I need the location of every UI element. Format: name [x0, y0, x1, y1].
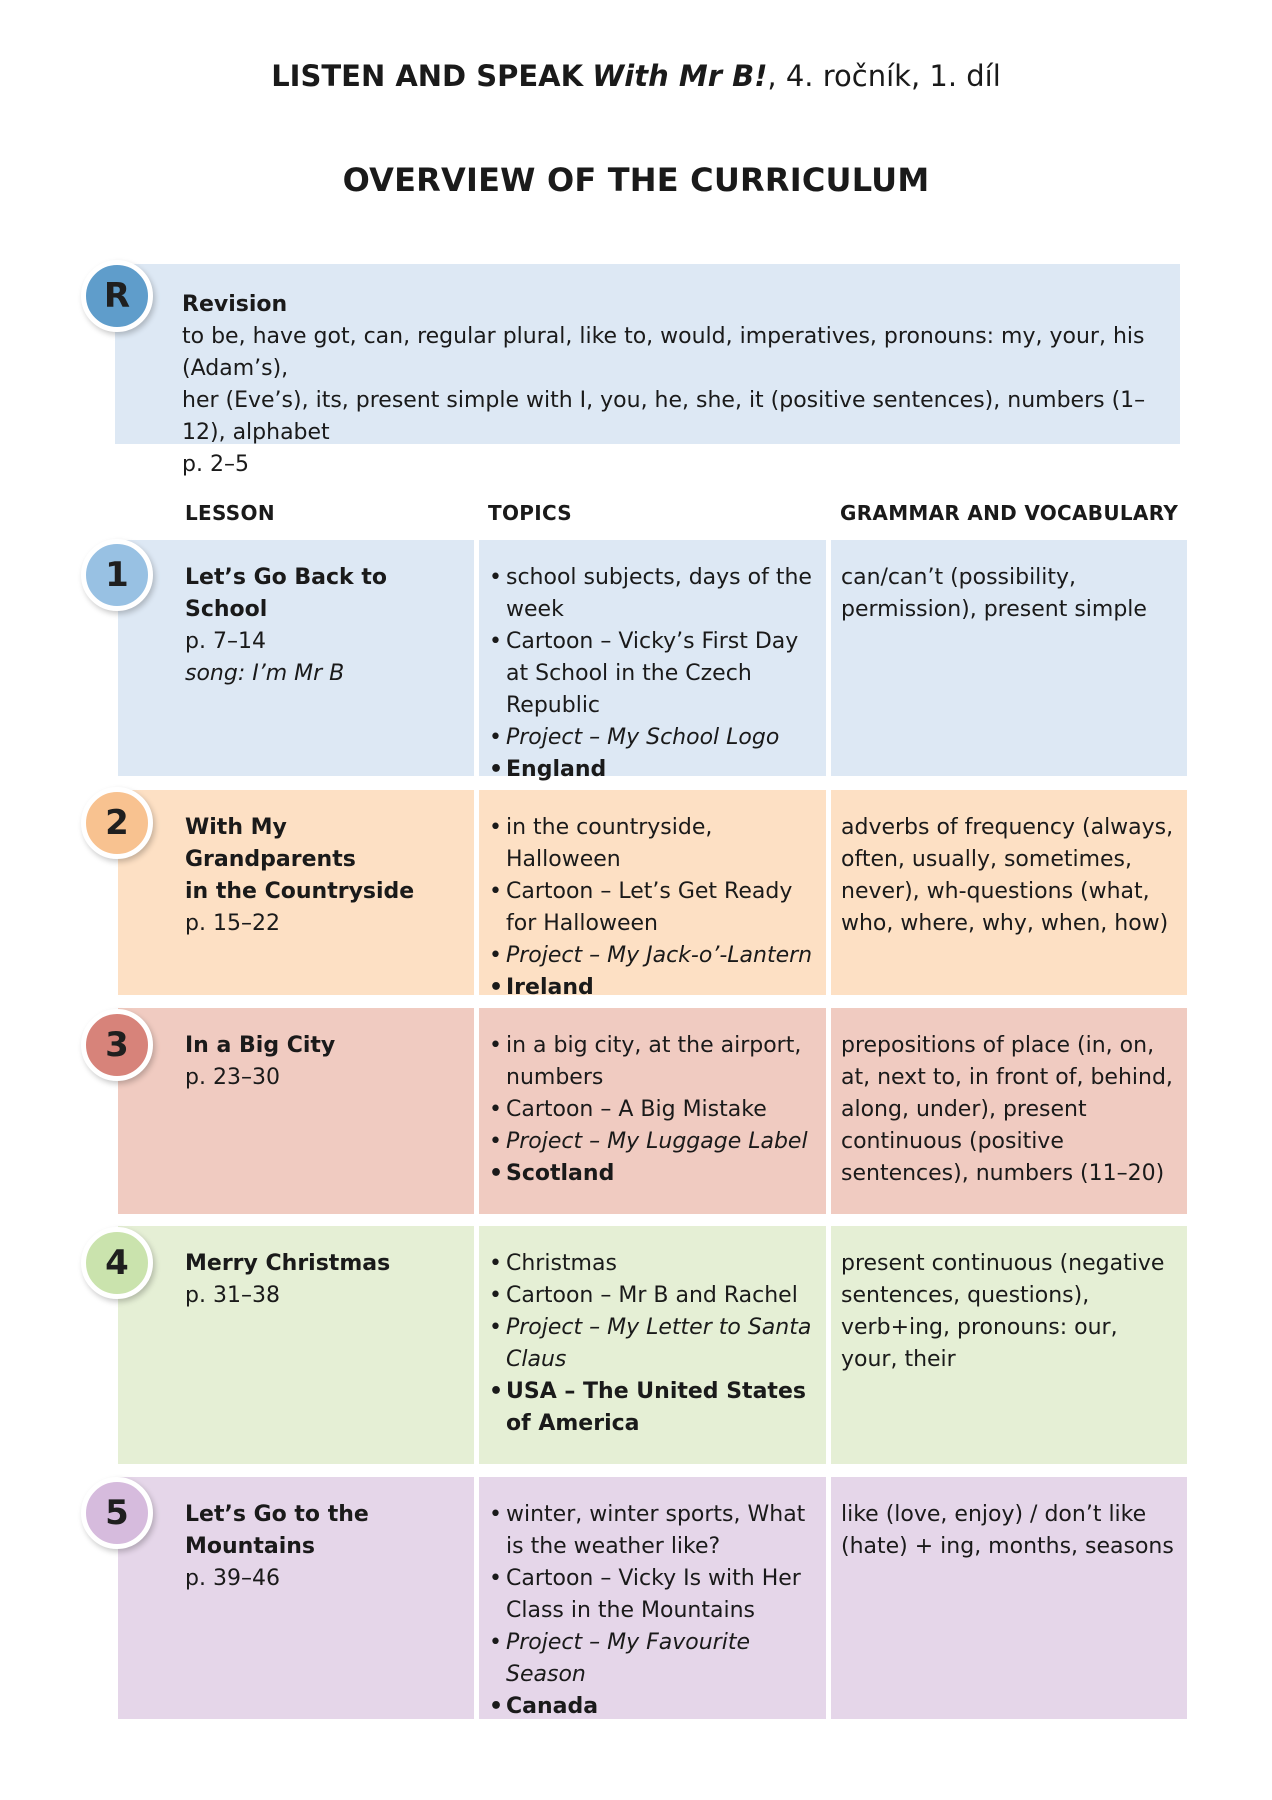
lesson-title: In a Big City	[185, 1033, 336, 1058]
grammar-cell	[831, 1226, 1187, 1464]
grammar-text: can/can’t (possibility, permission), present simple	[841, 565, 1147, 622]
topic-project: • Project – My Jack-o’-Lantern	[489, 940, 816, 972]
topics-cell	[479, 790, 826, 1000]
topic-country: • Ireland	[489, 972, 816, 1004]
topics-cell	[479, 1477, 826, 1719]
topic-country: • USA – The United States of America	[489, 1376, 816, 1440]
lesson-title: Let’s Go to the Mountains	[185, 1502, 369, 1559]
lesson-pages: p. 31–38	[185, 1283, 280, 1308]
topic-country: • Scotland	[489, 1158, 816, 1190]
grammar-text: like (love, enjoy) / don’t like (hate) + ing, months, seasons	[841, 1502, 1174, 1559]
column-header-lesson: LESSON	[185, 501, 275, 525]
topic-item: • Cartoon – Let’s Get Ready for Halloween	[489, 876, 816, 940]
revision-line-1: to be, have got, can, regular plural, like to, would, imperatives, pronouns: my, your, his (Adam’s),	[182, 324, 1145, 381]
topic-item: • Christmas	[489, 1248, 816, 1280]
lesson-number-badge: 2	[81, 787, 153, 859]
column-header-grammar: GRAMMAR AND VOCABULARY	[840, 501, 1179, 525]
lesson-cell	[118, 1008, 474, 1214]
topic-item: • Cartoon – Mr B and Rachel	[489, 1280, 816, 1312]
lesson-number-badge: 4	[81, 1227, 153, 1299]
grammar-text: present continuous (negative sentences, questions), verb+ing, pronouns: our, your, their	[841, 1251, 1165, 1372]
lesson-cell	[118, 1477, 474, 1719]
grammar-text: prepositions of place (in, on, at, next to, in front of, behind, along, under), present continuous (positive sentences), numbers (11–20)	[841, 1033, 1173, 1186]
lesson-number-badge: 3	[81, 1009, 153, 1081]
lesson-cell	[118, 790, 474, 995]
series-title: LISTEN AND SPEAK	[271, 59, 584, 93]
topics-cell	[479, 540, 826, 782]
topics-cell	[479, 1226, 826, 1464]
topic-item: • in a big city, at the airport, numbers	[489, 1030, 816, 1094]
lesson-title: Merry Christmas	[185, 1251, 391, 1276]
lesson-pages: p. 7–14	[185, 629, 266, 654]
lesson-number-badge: 5	[81, 1477, 153, 1549]
lesson-pages: p. 39–46	[185, 1566, 280, 1591]
topic-item: • Cartoon – A Big Mistake	[489, 1094, 816, 1126]
lesson-title: Let’s Go Back to School	[185, 565, 387, 622]
topic-item: • Cartoon – Vicky Is with Her Class in the Mountains	[489, 1563, 816, 1627]
topic-item: • winter, winter sports, What is the weather like?	[489, 1499, 816, 1563]
column-header-topics: TOPICS	[488, 501, 572, 525]
lesson-pages: p. 15–22	[185, 911, 280, 936]
lesson-cell	[118, 1226, 474, 1464]
revision-line-2: her (Eve’s), its, present simple with I, you, he, she, it (positive sentences), numbers (1–12), alphabet	[182, 388, 1146, 445]
revision-pages: p. 2–5	[182, 452, 249, 477]
lesson-title-line-1: With My Grandparents	[185, 815, 356, 872]
topic-project: • Project – My Letter to Santa Claus	[489, 1312, 816, 1376]
book-title: With Mr B!	[592, 59, 768, 93]
grammar-cell	[831, 540, 1187, 776]
grammar-cell	[831, 1008, 1187, 1214]
topic-project: • Project – My Favourite Season	[489, 1627, 816, 1691]
revision-box	[115, 264, 1180, 477]
grade-volume: , 4. ročník, 1. díl	[767, 59, 1001, 93]
revision-title: Revision	[182, 292, 288, 317]
topics-cell	[479, 1008, 826, 1214]
grammar-cell	[831, 790, 1187, 995]
topic-country: • England	[489, 754, 816, 786]
topic-project: • Project – My Luggage Label	[489, 1126, 816, 1158]
topic-country: • Canada	[489, 1691, 816, 1723]
book-header	[0, 56, 1272, 96]
lesson-cell	[118, 540, 474, 776]
lesson-number-badge: 1	[81, 539, 153, 611]
topic-item: • in the countryside, Halloween	[489, 812, 816, 876]
page-title: OVERVIEW OF THE CURRICULUM	[342, 161, 930, 199]
revision-badge: R	[81, 260, 153, 332]
lesson-pages: p. 23–30	[185, 1065, 280, 1090]
lesson-title-line-2: in the Countryside	[185, 879, 415, 904]
grammar-text: adverbs of frequency (always, often, usually, sometimes, never), wh-questions (what, who, where, why, when, how)	[841, 815, 1174, 936]
lesson-song: song: I’m Mr B	[185, 661, 345, 686]
topic-project: • Project – My School Logo	[489, 722, 816, 754]
grammar-cell	[831, 1477, 1187, 1719]
topic-item: • Cartoon – Vicky’s First Day at School in the Czech Republic	[489, 626, 816, 722]
topic-item: • school subjects, days of the week	[489, 562, 816, 626]
